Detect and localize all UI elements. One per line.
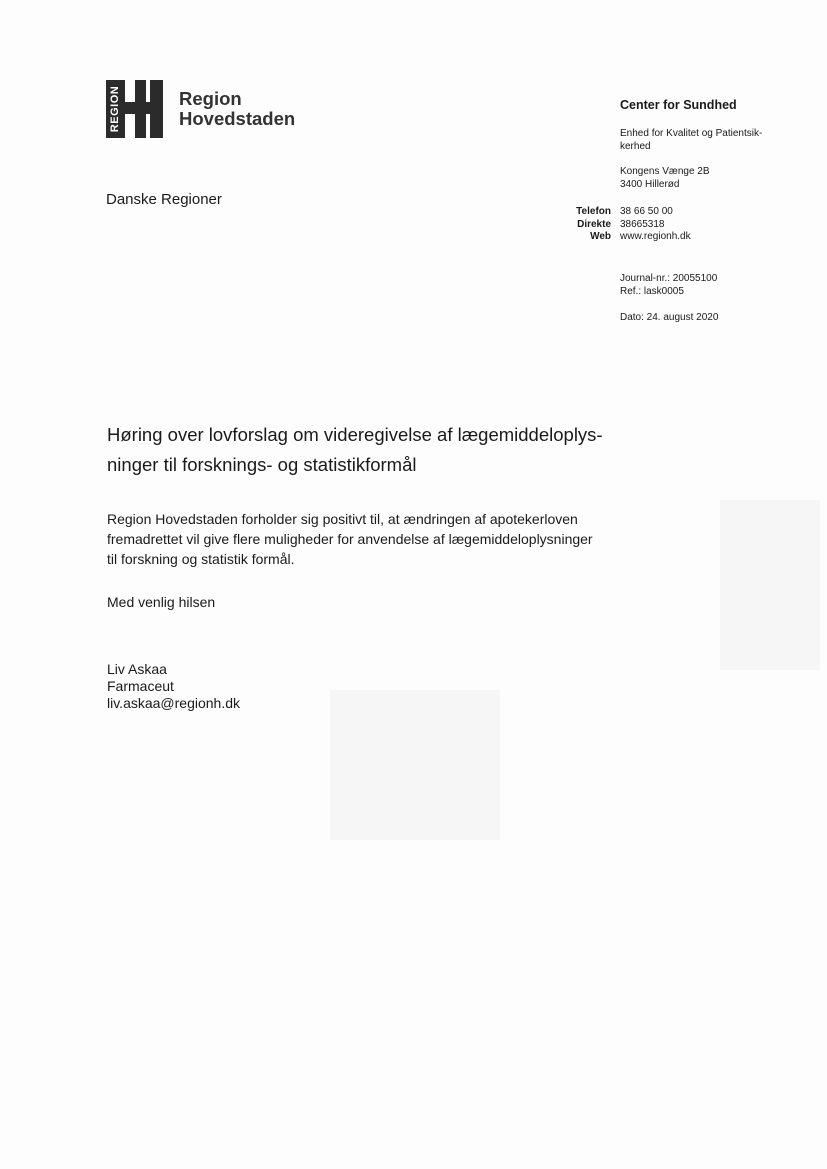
contact-value: www.regionh.dk [620, 231, 691, 242]
letter-body [107, 509, 667, 569]
contact-value: 38 66 50 00 [620, 206, 673, 217]
contact-label: Telefon [576, 206, 611, 217]
subject-line: ninger til forsknings- og statistikformål [107, 454, 417, 475]
letter-date: Dato: 24. august 2020 [620, 312, 719, 323]
journal-number: Journal-nr.: 20055100 [620, 273, 718, 284]
logo-vertical-text: REGION [109, 85, 122, 133]
subject-line: Høring over lovforslag om videregivelse af lægemiddeloplys- [107, 424, 603, 445]
region-hovedstaden-logo [106, 80, 295, 138]
contact-row-direct [540, 219, 691, 232]
letter-subject [107, 420, 647, 480]
contact-label: Web [590, 231, 611, 242]
address-city: 3400 Hillerød [620, 178, 680, 190]
body-line: fremadrettet vil give flere muligheder for anvendelse af lægemiddeloplysninger [107, 531, 593, 547]
signature-name: Liv Askaa [107, 661, 167, 677]
sender-unit-line: Enhed for Kvalitet og Patientsik- [620, 128, 763, 139]
body-line: Region Hovedstaden forholder sig positivt til, at ændringen af apotekerloven [107, 511, 578, 527]
logo-line-2: Hovedstaden [179, 108, 296, 129]
contact-row-phone [540, 206, 691, 219]
logo-h-mark [106, 80, 163, 138]
contact-value: 38665318 [620, 218, 665, 230]
body-line: til forskning og statistik formål. [107, 551, 295, 567]
sender-address [620, 166, 710, 191]
sender-unit-line: kerhed [620, 140, 651, 152]
reference: Ref.: lask0005 [620, 285, 684, 297]
contact-label: Direkte [577, 218, 611, 230]
logo-line-1: Region [179, 88, 242, 109]
recipient: Danske Regioner [106, 191, 222, 208]
signature-email: liv.askaa@regionh.dk [107, 695, 241, 711]
sender-unit [620, 128, 790, 153]
scan-artifact [330, 690, 500, 840]
scan-artifact [720, 500, 820, 670]
sender-center: Center for Sundhed [620, 98, 737, 112]
journal-block [620, 273, 717, 298]
logo-wordmark [179, 89, 295, 129]
contact-row-web [540, 231, 691, 244]
contact-block [540, 206, 691, 244]
closing: Med venlig hilsen [107, 594, 216, 610]
signature [107, 661, 240, 712]
address-street: Kongens Vænge 2B [620, 166, 710, 177]
signature-title: Farmaceut [107, 678, 174, 694]
